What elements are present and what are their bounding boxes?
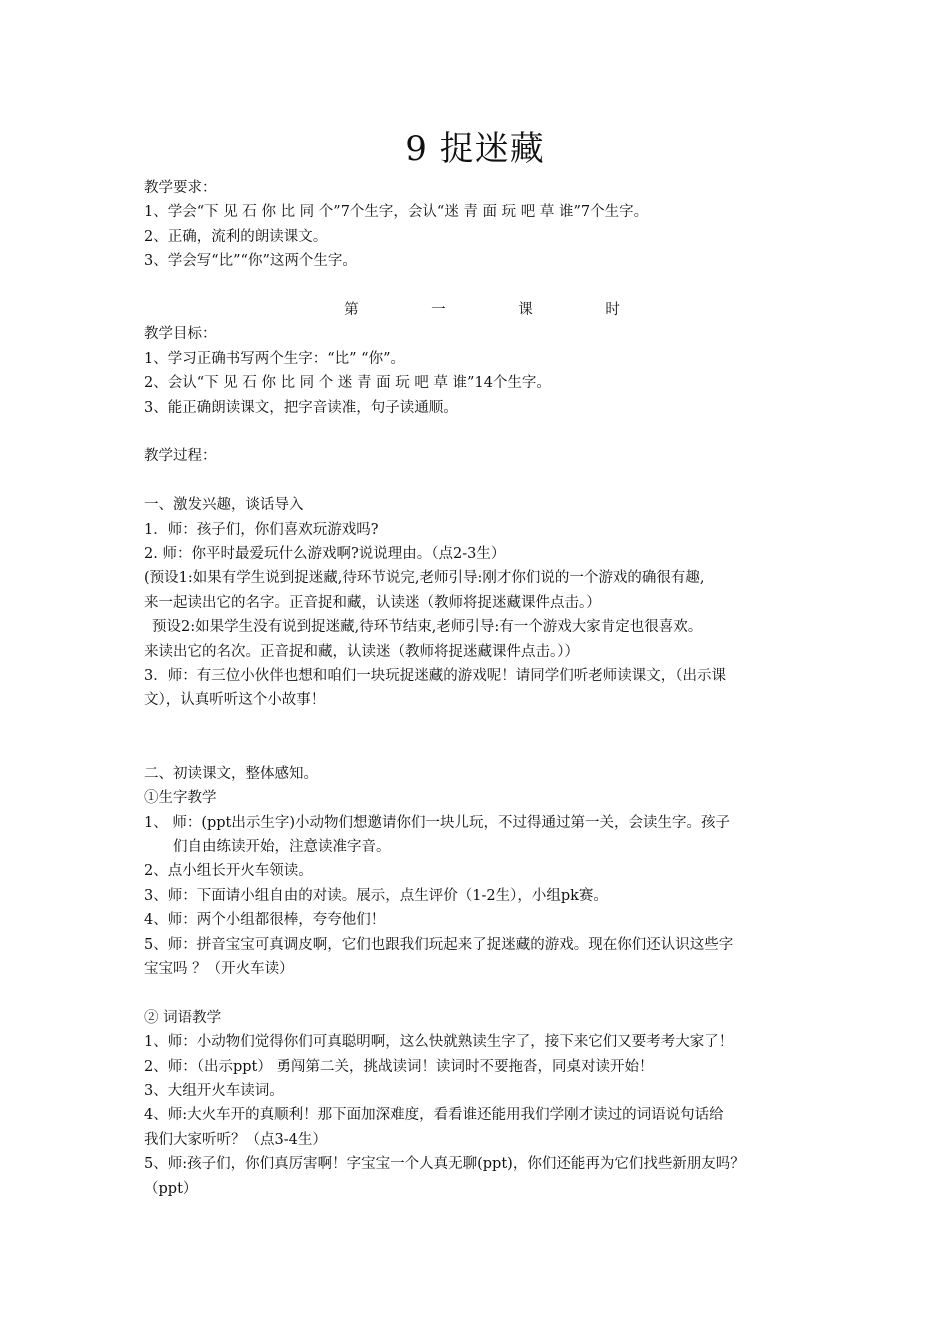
step-line: 3、师：下面请小组自由的对读。展示，点生评价（1-2生），小组pk赛。 [144,887,608,904]
spacer [144,713,820,762]
step-line: 2、师：（出示ppt） 勇闯第二关，挑战读词！读词时不要拖沓，同桌对读开始！ [144,1058,654,1075]
objective-item: 1、学习正确书写两个生字：“比” “你”。 [144,350,405,367]
step-line: 们自由练读开始，注意读准字音。 [173,838,391,855]
step-line: 2. 师：你平时最爱玩什么游戏啊?说说理由。（点2-3生） [144,546,506,563]
step-line: （ppt） [144,1180,198,1197]
step-line: 5、师:孩子们，你们真厉害啊！字宝宝一个人真无聊(ppt)，你们还能再为它们找些新朋友吗？ [144,1156,745,1173]
section-heading: 二、初读课文，整体感知。 [144,765,318,782]
step-line: 1、 师：(ppt出示生字)小动物们想邀请你们一块儿玩，不过得通过第一关，会读生字。孩子 [144,814,731,831]
presupposition-line: (预设1:如果有学生说到捉迷藏,待环节说完,老师引导:刚才你们说的一个游戏的确很有趣, [144,570,705,587]
subsection-heading: ①生字教学 [144,790,217,807]
subsection-heading: ② 词语教学 [144,1009,222,1026]
spacer [144,420,820,444]
objective-item: 2、会认“下 见 石 你 比 同 个 迷 青 面 玩 吧 草 谁”14个生字。 [144,375,551,392]
step-line: 2、点小组长开火车领读。 [144,863,313,880]
step-line: 1．师：孩子们，你们喜欢玩游戏吗? [144,521,379,538]
step-line: 5、师：拼音宝宝可真调皮啊，它们也跟我们玩起来了捉迷藏的游戏。现在你们还认识这些字 [144,936,734,953]
step-line: 4、师：两个小组都很棒，夸夸他们！ [144,912,386,929]
process-heading: 教学过程： [144,448,217,465]
requirement-item: 2、正确，流利的朗读课文。 [144,228,328,245]
objectives-heading: 教学目标： [144,326,217,343]
step-line: 1、师：小动物们觉得你们可真聪明啊，这么快就熟读生字了，接下来它们又要考考大家了！ [144,1034,734,1051]
requirement-item: 3、学会写“比”“你”这两个生字。 [144,253,357,270]
step-line: 我们大家听听？（点3-4生） [144,1131,327,1148]
section-heading: 一、激发兴趣，谈话导入 [144,497,304,514]
presupposition-line: 预设2:如果学生没有说到捉迷藏,待环节结束,老师引导:有一个游戏大家肯定也很喜欢。 [152,619,703,636]
step-line: 文），认真听听这个小故事！ [144,692,326,709]
spacer [144,981,820,1005]
lesson-heading: 第 一 课 时 [344,302,654,319]
presupposition-line: 来一起读出它的名字。正音捉和藏，认读迷（教师将捉迷藏课件点击。） [144,594,601,611]
step-line: 宝宝吗 ？（开火车读） [144,960,294,977]
requirements-heading: 教学要求： [144,180,217,196]
step-line: 3．师：有三位小伙伴也想和咱们一块玩捉迷藏的游戏呢！请同学们听老师读课文，（出示课 [144,668,726,685]
step-line: 3、大组开火车读词。 [144,1082,284,1099]
presupposition-line: 来读出它的名次。正音捉和藏，认读迷（教师将捉迷藏课件点击。）） [144,643,579,660]
document-body [144,176,820,1201]
requirement-item: 1、学会“下 见 石 你 比 同 个”7个生字，会认“迷 青 面 玩 吧 草 谁”7个生字。 [144,204,649,221]
document-title: 9 捉迷藏 [405,129,545,169]
spacer [144,469,820,493]
spacer [144,274,820,298]
objective-item: 3、能正确朗读课文，把字音读准，句子读通顺。 [144,399,458,416]
step-line: 4、师:大火车开的真顺利！那下面加深难度，看看谁还能用我们学刚才读过的词语说句话给 [144,1107,724,1124]
